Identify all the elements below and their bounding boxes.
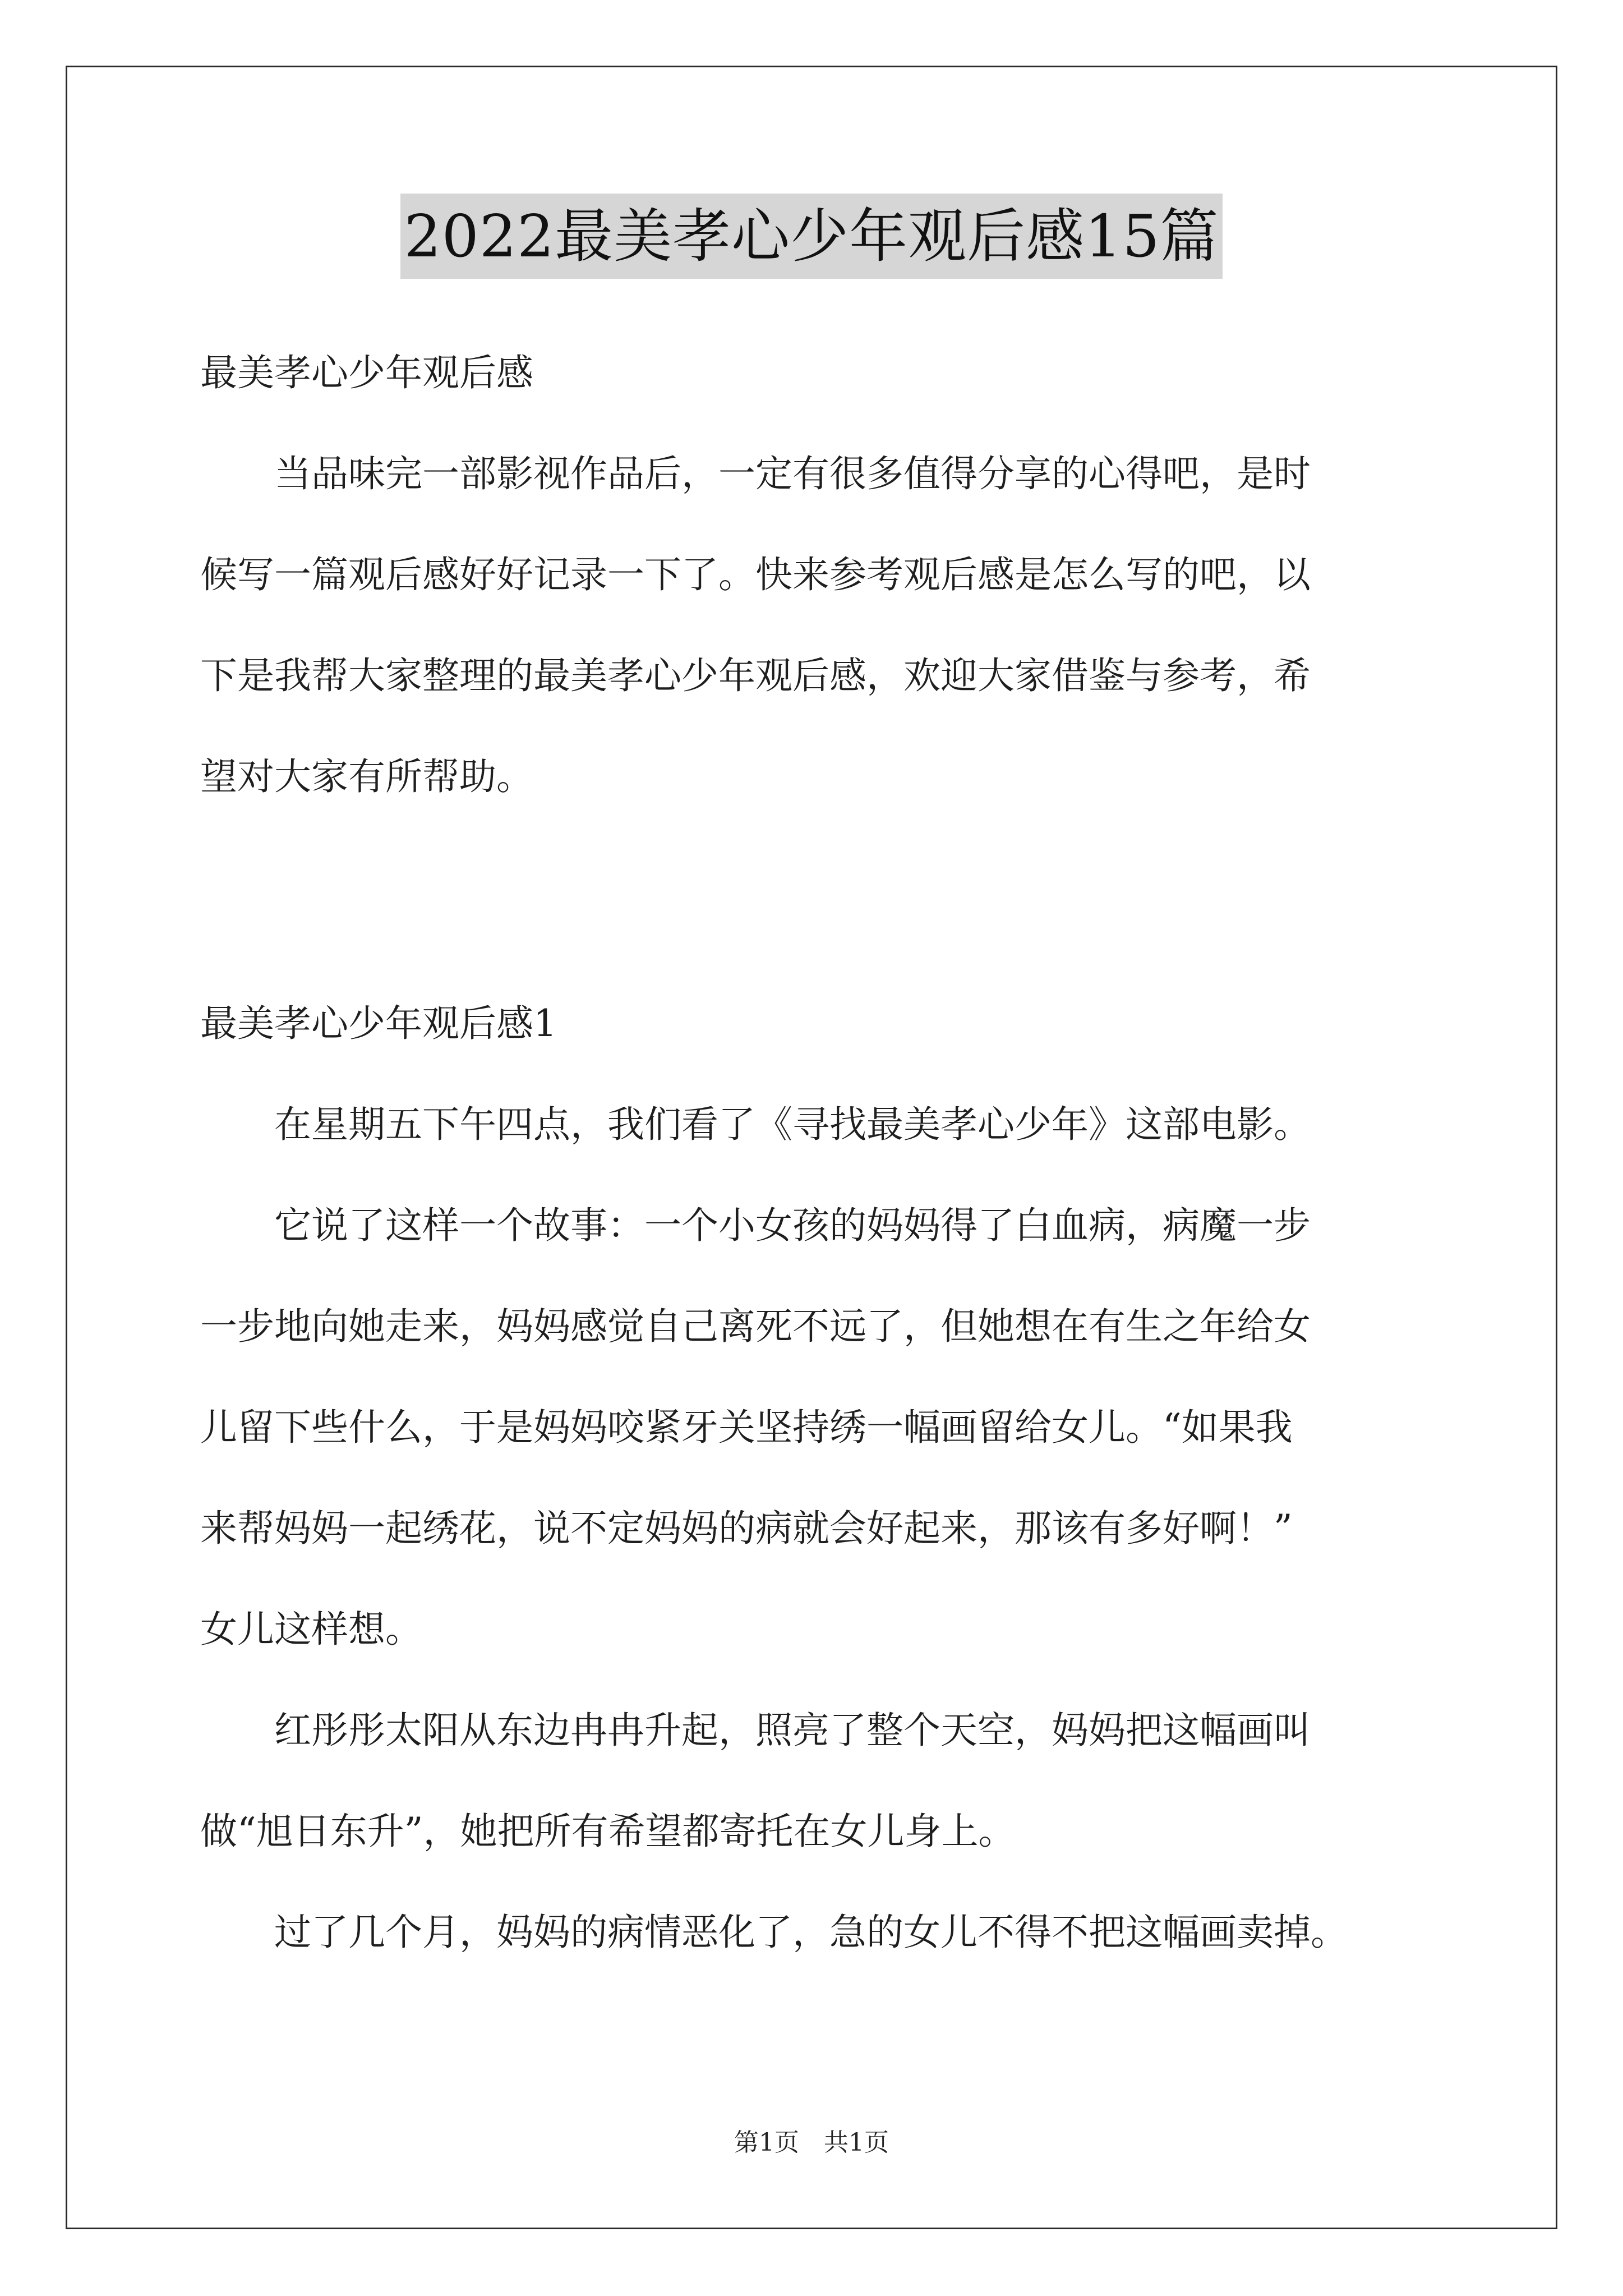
title-container: [0, 194, 1623, 279]
paragraph-line: 下是我帮大家整理的最美孝心少年观后感，欢迎大家借鉴与参考，希: [200, 654, 1311, 697]
document-title: 2022最美孝心少年观后感15篇: [400, 194, 1222, 279]
paragraph-line: 望对大家有所帮助。: [200, 755, 533, 798]
paragraph-line: 儿留下些什么，于是妈妈咬紧牙关坚持绣一幅画留给女儿。“如果我: [200, 1406, 1293, 1449]
paragraph-line: 女儿这样想。: [200, 1608, 422, 1651]
paragraph-line: 候写一篇观后感好好记录一下了。快来参考观后感是怎么写的吧，以: [200, 553, 1311, 596]
paragraph-line: 过了几个月，妈妈的病情恶化了，急的女儿不得不把这幅画卖掉。: [200, 1911, 1348, 1954]
paragraph-line: 做“旭日东升”，她把所有希望都寄托在女儿身上。: [200, 1810, 1016, 1853]
page-number: 第1页 共1页: [734, 2128, 889, 2157]
section-heading: 最美孝心少年观后感: [200, 351, 533, 394]
section-heading: 最美孝心少年观后感1: [200, 1002, 557, 1045]
page-footer: [0, 2126, 1623, 2160]
paragraph-line: 一步地向她走来，妈妈感觉自己离死不远了，但她想在有生之年给女: [200, 1305, 1311, 1348]
paragraph-line: 红彤彤太阳从东边冉冉升起，照亮了整个天空，妈妈把这幅画叫: [200, 1709, 1311, 1752]
paragraph-line: 它说了这样一个故事：一个小女孩的妈妈得了白血病，病魔一步: [200, 1204, 1311, 1247]
paragraph-line: 来帮妈妈一起绣花，说不定妈妈的病就会好起来，那该有多好啊！”: [200, 1507, 1293, 1550]
paragraph-line: 当品味完一部影视作品后，一定有很多值得分享的心得吧，是时: [200, 452, 1311, 495]
paragraph-line: 在星期五下午四点，我们看了《寻找最美孝心少年》这部电影。: [200, 1103, 1311, 1146]
